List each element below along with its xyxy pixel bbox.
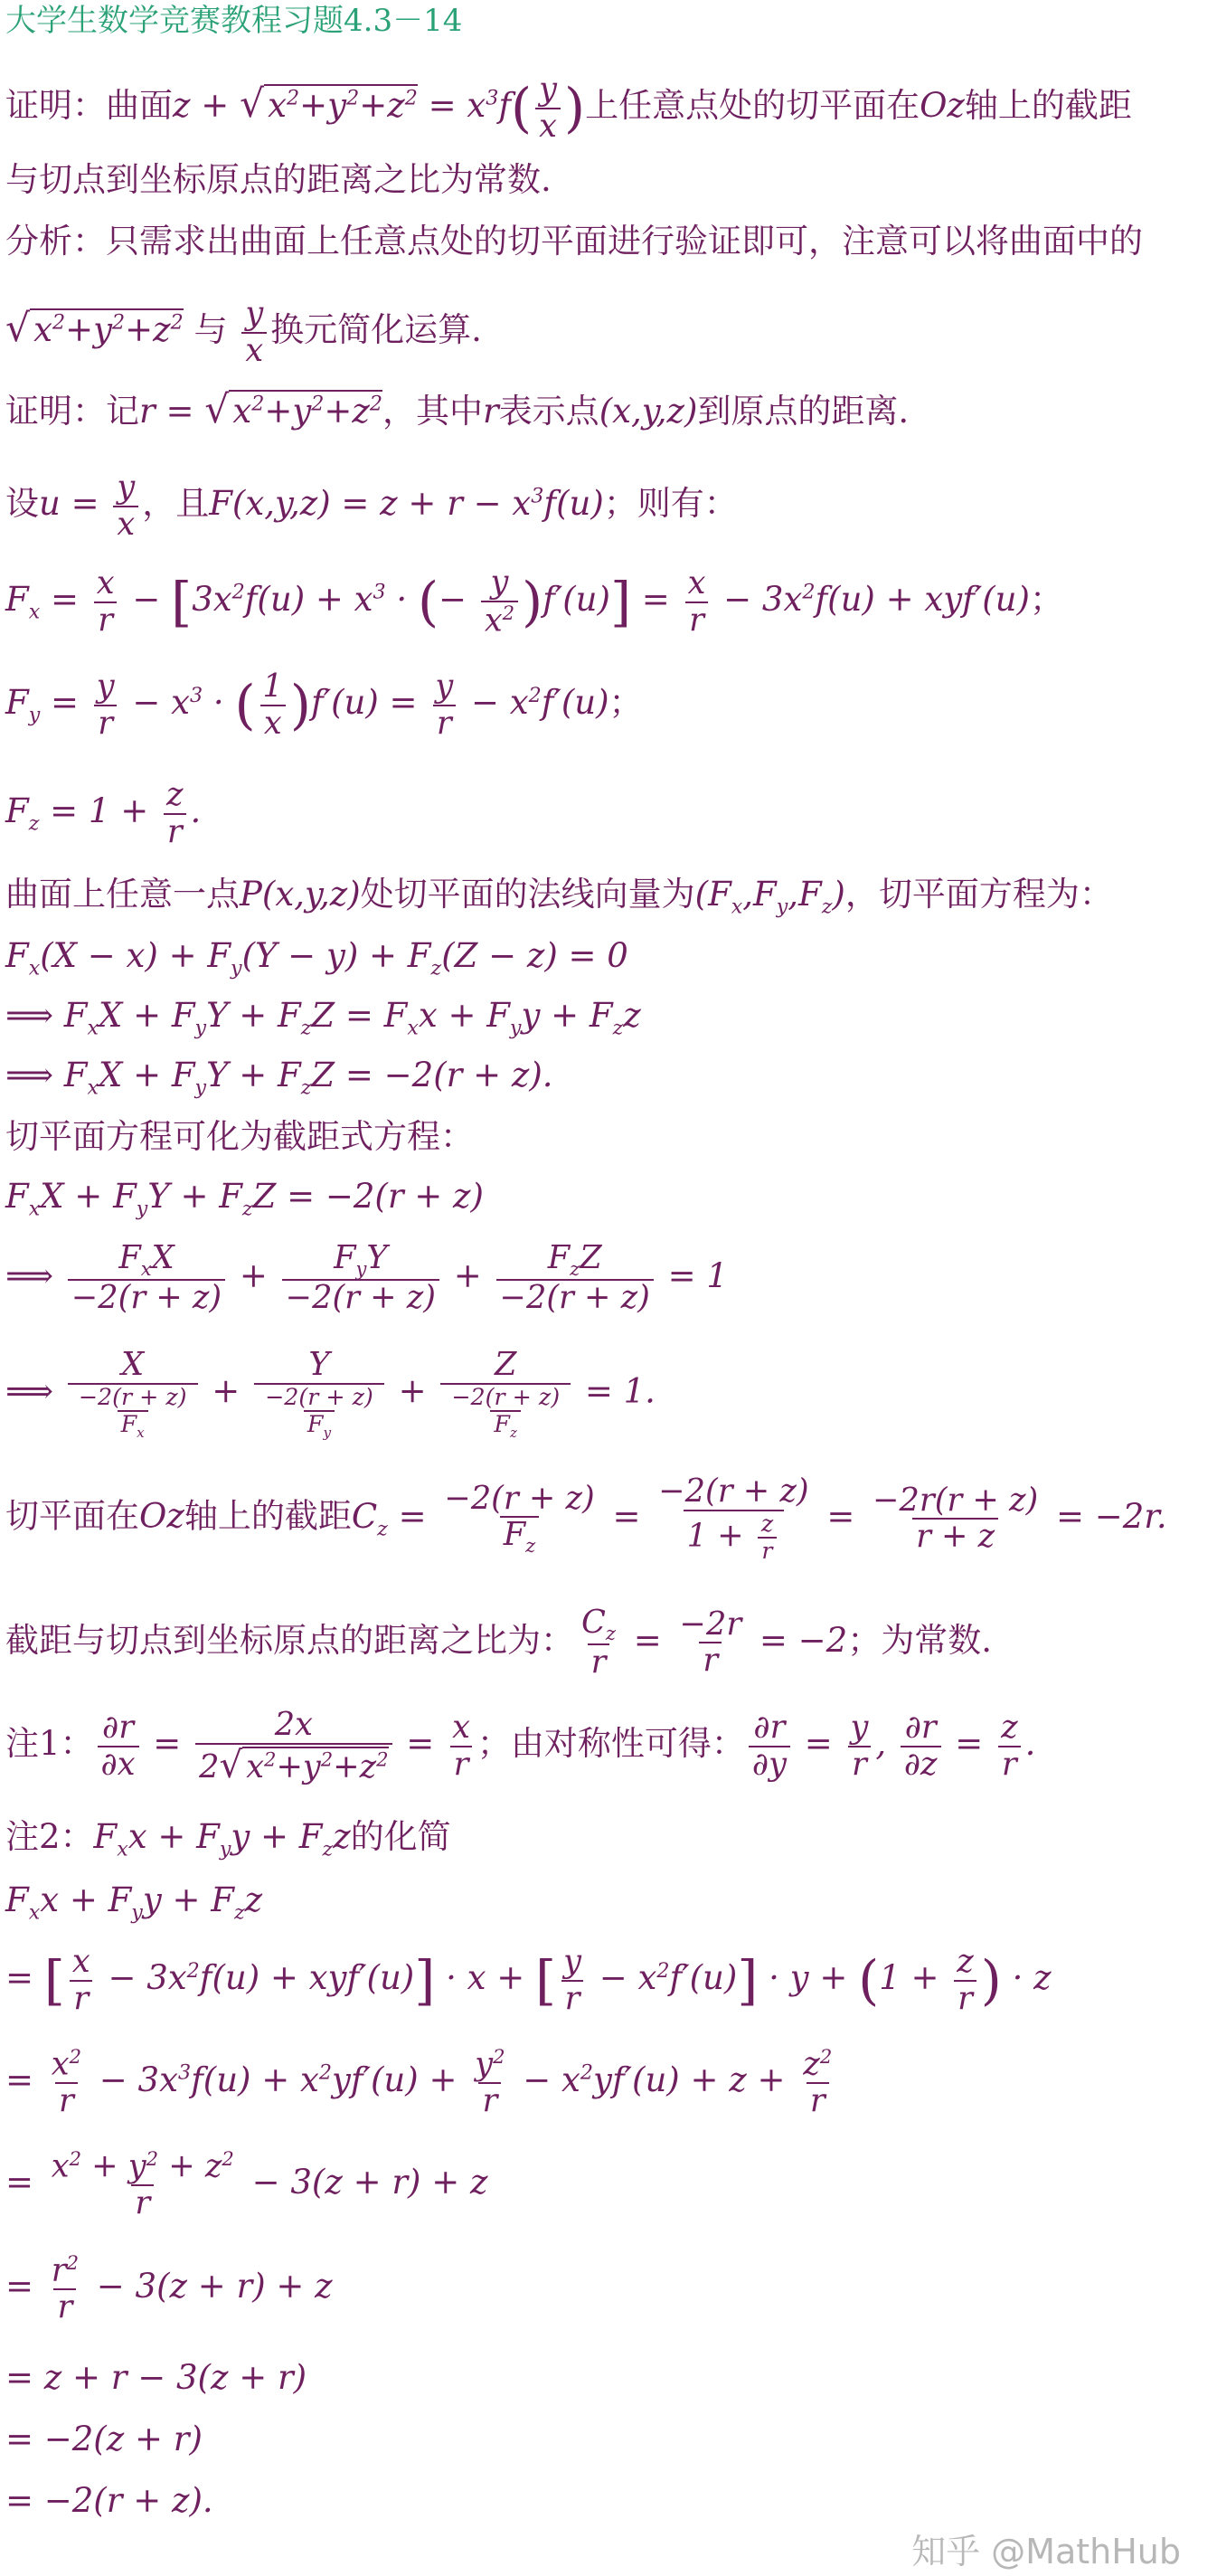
problem-statement-line2: 与切点到坐标原点的距离之比为常数. xyxy=(5,160,552,199)
proof-tail2: 到原点的距离. xyxy=(697,392,910,431)
simplify-step7: = −2(r + z). xyxy=(5,2481,213,2520)
watermark: 知乎 @MathHub xyxy=(911,2532,1181,2571)
note2-tail: 的化简 xyxy=(350,1817,451,1856)
tangent-plane-eq3: ⟹ $F_xX + F_yY + F_zZ = -2(r + z)$. xyxy=(5,1056,553,1100)
tangent-plane-eq1: $F_x(X - x) + F_y(Y - y) + F_z(Z - z) = 0$ xyxy=(5,936,628,980)
note2-prefix: 注2： xyxy=(5,1817,94,1856)
intercept-eq3: ⟹ $\frac{X}{\frac{-2(r + z)}{F_x}}$ + $\frac{Y}{\frac{-2(r + z)}{F_y}}$ + $\frac{Z}{\frac{-2(r + z)}{F_z}}$ = 1. xyxy=(5,1346,656,1441)
proof-definition: 证明：记r = √ $x^2+y^2+z^2$，其中r表示点(x,y,z)到原点的距离. xyxy=(5,388,910,432)
simplify-step1: = [ $\frac{x}{r}$ − $3x^2f(u) + xyf'(u)] \cdot x$ + [ $\frac{y}{r}$ − $x^2f'(u)] \cdot y + (1$ + $\frac{z}{r}$ ) · z xyxy=(5,1943,1052,2017)
simplify-step6: = −2(z + r) xyxy=(5,2420,203,2458)
set-mid: ，且 xyxy=(142,484,210,524)
intercept-prefix: 切平面在 xyxy=(5,1496,139,1536)
intercept-heading: 切平面方程可化为截距式方程： xyxy=(5,1117,474,1156)
intercept-cz-line: 切平面在Oz轴上的截距$C_z$ = $\frac{-2(r + z)}{F_z}$ = −2(r + z) 1 + $\frac{z}{r}$ = $\frac{-2r(r + z)}{r + z}$ = −2r. xyxy=(5,1473,1167,1564)
intercept-eq1: $F_xX + F_yY + F_zZ = -2(r + z)$ xyxy=(5,1177,484,1221)
note2-expr: $F_xx + F_yy + F_zz$ xyxy=(5,1880,263,1925)
note2-line: 注2：$F_xx + F_yy + F_zz$的化简 xyxy=(5,1817,451,1861)
tangent-plane-eq2: ⟹ $F_xX + F_yY + F_zZ = F_xx + F_yy + F_zz$ xyxy=(5,996,641,1040)
simplify-step2: = $\frac{x^2}{r}$ − $3x^3f(u) + x^2yf'(u)$ + $\frac{y^2}{r}$ − $x^2yf'(u) + z$ + $\frac{z^2}{r}$ xyxy=(5,2045,833,2120)
problem-statement-line1: 证明：曲面z + √ $x^2+y^2+z^2 = x^3f$( $\frac{y}{x}$ )上任意点处的切平面在Oz轴上的截距 xyxy=(5,71,1132,145)
set-tail: ；则有： xyxy=(603,484,738,524)
simplify-step5: = z + r − 3(z + r) xyxy=(5,2358,307,2397)
proof-mid: ，其中 xyxy=(382,392,483,431)
note1-prefix: 注1： xyxy=(5,1724,94,1764)
substitution-line: 设u = $\frac{y}{x}$ ，且$F(x,y,z) = z + r - x^3f(u)$；则有： xyxy=(5,469,738,543)
note1-line: 注1： $\frac{\partial r}{\partial x}$ = $\frac{2x}{2√ x^2+y^2+z^2}$ = $\frac{x}{r}$ ；由对称性可得： $\frac{\partial r}{\partial y}$ = $\frac{y}{r}$ , $\frac{\partial r}{\partial z}$ = $\frac{z}{r}$ . xyxy=(5,1706,1036,1786)
intercept-eq2: ⟹ $\frac{F_xX}{-2(r + z)}$ + $\frac{F_yY}{-2(r + z)}$ + $\frac{F_zZ}{-2(r + z)}$ = 1 xyxy=(5,1239,728,1317)
normal-vector-line: 曲面上任意一点P(x,y,z)处切平面的法线向量为$(F_x,F_y,F_z)$，切平面方程为： xyxy=(5,875,1113,919)
problem-tail: 轴上的截距 xyxy=(964,86,1132,126)
intercept-mid: 轴上的截距 xyxy=(184,1496,352,1536)
fz-equation: $F_z = 1$ + $\frac{z}{r}$ . xyxy=(5,776,202,850)
analysis-line1: 分析：只需求出曲面上任意点处的切平面进行验证即可，注意可以将曲面中的 xyxy=(5,222,1143,260)
proof-tail: 表示点 xyxy=(498,392,599,431)
ratio-prefix: 截距与切点到坐标原点的距离之比为： xyxy=(5,1620,574,1660)
problem-suffix: 上任意点处的切平面在 xyxy=(585,86,920,126)
analysis-mid: 与 xyxy=(193,310,228,350)
problem-axis: Oz xyxy=(920,86,965,126)
proof-prefix: 证明：记 xyxy=(5,392,139,431)
normal-tail: ，切平面方程为： xyxy=(844,875,1113,914)
set-prefix: 设 xyxy=(5,484,39,524)
normal-mid: 处切平面的法线向量为 xyxy=(360,875,695,914)
simplify-step4: = $\frac{r^2}{r}$ − 3(z + r) + z xyxy=(5,2251,333,2326)
simplify-step3: = $\frac{x^2 + y^2 + z^2}{r}$ − 3(z + r) + z xyxy=(5,2147,488,2222)
note1-mid: ；由对称性可得： xyxy=(476,1724,745,1764)
ratio-tail: ；为常数. xyxy=(847,1620,992,1660)
normal-prefix: 曲面上任意一点 xyxy=(5,875,240,914)
analysis-line2: √ $x^2+y^2+z^2$ 与 $\frac{y}{x}$ 换元简化运算. xyxy=(5,295,482,369)
analysis-tail: 换元简化运算. xyxy=(270,310,482,350)
ratio-line: 截距与切点到坐标原点的距离之比为： $\frac{C_z}{r}$ = $\frac{-2r}{r}$ = −2；为常数. xyxy=(5,1604,992,1681)
intercept-axis: Oz xyxy=(139,1496,184,1536)
fy-equation: $F_y$ = $\frac{y}{r}$ − $x^3$ · ( $\frac{1}{x}$ )f′(u) = $\frac{y}{r}$ − $x^2f'(u)$； xyxy=(5,668,643,742)
fx-equation: $F_x$ = $\frac{x}{r}$ − [$3x^2f(u) + x^3$ · (− $\frac{y}{x^2}$ )f′(u)] = $\frac{x}{r}$ − $3x^2f(u) + xyf'(u)$； xyxy=(5,564,1063,639)
problem-prefix: 证明：曲面 xyxy=(5,86,173,126)
page-title: 大学生数学竞赛教程习题4.3－14 xyxy=(5,3,463,39)
